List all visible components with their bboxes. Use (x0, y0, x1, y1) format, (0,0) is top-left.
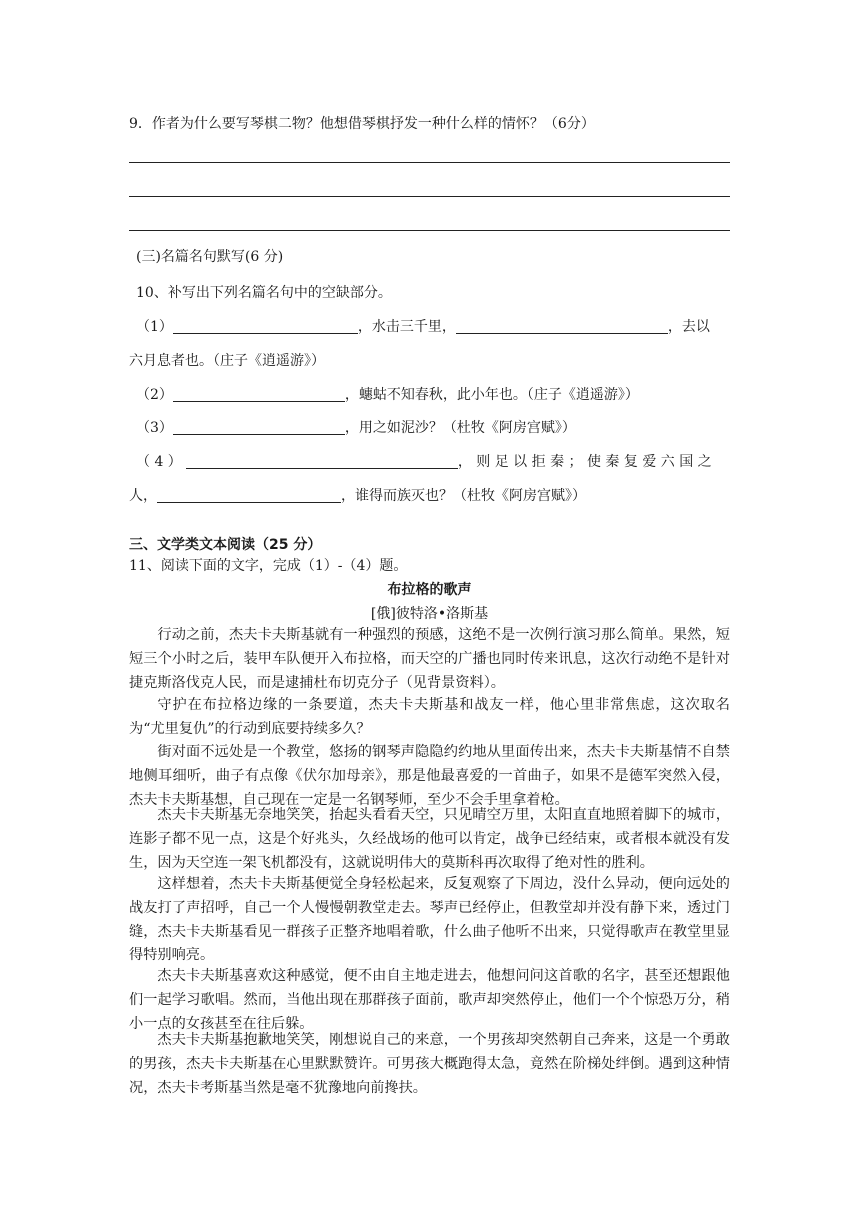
blank-3[interactable] (173, 419, 345, 435)
part-3-heading: 三、文学类文本阅读（25 分） (129, 537, 322, 553)
item-2-end: ，蟪蛄不知春秋，此小年也。（庄子《逍遥游》） (344, 387, 639, 403)
q10-item-2 (136, 384, 639, 404)
blank-2[interactable] (173, 386, 345, 402)
story-paragraph-2: 守护在布拉格边缘的一条要道，杰夫卡夫斯基和战友一样，他心里非常焦虑，这次取名为“尤里复仇”的行动到底要持续多久？ (129, 697, 730, 737)
item-4-line2-end: ，谁得而族灭也？（杜牧《阿房宫赋》） (341, 488, 586, 504)
story-paragraph-4: 杰夫卡夫斯基无奈地笑笑，抬起头看看天空，只见晴空万里，太阳直直地照着脚下的城市，连影子都不见一点，这是个好兆头，久经战场的他可以肯定，战争已经结束，或者根本就没有发生，因为天空连一架飞机都没有，这就说明伟大的莫斯科再次取得了绝对性的胜利。 (129, 807, 730, 871)
blank-1a[interactable] (173, 318, 358, 334)
item-4-end: ， 则 足 以 拒 秦 ； 使 秦 复 爱 六 国 之 (457, 454, 712, 470)
answer-line-1[interactable] (129, 162, 730, 163)
item-2-number: （2） (136, 387, 173, 403)
story-paragraph-7: 杰夫卡夫斯基抱歉地笑笑，刚想说自己的来意，一个男孩却突然朝自己奔来，这是一个勇敢的男孩，杰夫卡夫斯基在心里默默赞许。可男孩大概跑得太急，竟然在阶梯处绊倒。遇到这种情况，杰夫卡考斯基当然是毫不犹豫地向前搀扶。 (129, 1032, 730, 1096)
story-paragraph-6: 杰夫卡夫斯基喜欢这种感觉，便不由自主地走进去，他想问问这首歌的名字，甚至还想跟他们一起学习歌唱。然而，当他出现在那群孩子面前，歌声却突然停止，他们一个个惊恐万分，稍小一点的女孩甚至在往后躲。 (129, 968, 730, 1032)
q10-item-1-line2: 六月息者也。（庄子《逍遥游》） (129, 353, 325, 369)
item-3-end: ，用之如泥沙？（杜牧《阿房宫赋》） (344, 420, 576, 436)
item-4-number: （ 4 ） (136, 454, 182, 470)
q10-item-4-line2 (129, 485, 586, 505)
item-3-number: （3） (136, 420, 173, 436)
story-paragraph-3: 街对面不远处是一个教堂，悠扬的钢琴声隐隐约约地从里面传出来，杰夫卡夫斯基情不自禁地侧耳细听，曲子有点像《伏尔加母亲》，那是他最喜爱的一首曲子，如果不是德军突然入侵，杰夫卡夫斯基想，自己现在一定是一名钢琴师，至少不会手里拿着枪。 (129, 744, 730, 808)
item-1-number: （1） (136, 319, 173, 335)
item-1-middle: ，水击三千里， (357, 319, 456, 335)
question-10-intro: 10、补写出下列名篇名句中的空缺部分。 (136, 285, 392, 301)
item-1-end: ，去以 (667, 319, 710, 335)
q10-item-1 (136, 316, 710, 336)
story-paragraph-5: 这样想着，杰夫卡夫斯基便觉全身轻松起来，反复观察了下周边，没什么异动，便向远处的战友打了声招呼，自己一个人慢慢朝教堂走去。琴声已经停止，但教堂却并没有静下来，透过门缝，杰夫卡夫斯基看见一群孩子正整齐地唱着歌，什么曲子他听不出来，只觉得歌声在教堂里显得特别响亮。 (129, 876, 730, 964)
story-author: [俄]彼特洛•洛斯基 (370, 606, 489, 622)
question-11-intro: 11、阅读下面的文字，完成（1）-（4）题。 (129, 558, 408, 574)
blank-4b[interactable] (157, 487, 341, 503)
story-title: 布拉格的歌声 (387, 582, 472, 598)
question-9: 9．作者为什么要写琴棋二物？他想借琴棋抒发一种什么样的情怀？（6分） (129, 116, 595, 132)
answer-line-3[interactable] (129, 230, 730, 231)
story-paragraph-1: 行动之前，杰夫卡夫斯基就有一种强烈的预感，这绝不是一次例行演习那么简单。果然，短短三个小时之后，装甲车队便开入布拉格，而天空的广播也同时传来讯息，这次行动绝不是针对捷克斯洛伐克人民，而是逮捕杜布切克分子（见背景资料）。 (129, 627, 730, 691)
item-4-line2-start: 人， (129, 488, 157, 504)
q10-item-4 (136, 451, 712, 471)
section-3-title: (三)名篇名句默写(6 分) (136, 249, 284, 265)
answer-line-2[interactable] (129, 196, 730, 197)
q10-item-3 (136, 417, 576, 437)
blank-4a[interactable] (186, 453, 458, 469)
blank-1b[interactable] (456, 318, 668, 334)
